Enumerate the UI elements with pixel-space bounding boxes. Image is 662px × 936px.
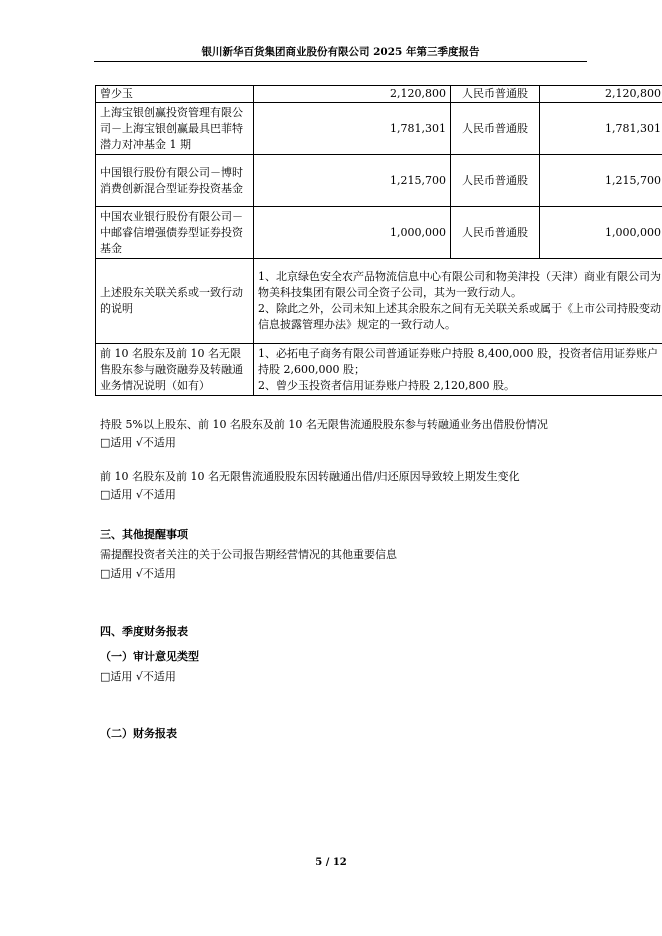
related-p1: 1、北京绿色安全农产品物流信息中心有限公司和物美津投（天津）商业有限公司为物美科技集团有限公司全资子公司，其为一致行动人。 xyxy=(258,270,661,299)
share-count: 2,120,800 xyxy=(540,86,662,103)
other-applicable: □适用 √不适用 xyxy=(100,567,176,580)
table-row xyxy=(96,155,662,207)
holder-name: 中国银行股份有限公司－博时消费创新混合型证券投资基金 xyxy=(96,155,254,207)
share-type: 人民币普通股 xyxy=(451,155,540,207)
financial-heading: 四、季度财务报表 xyxy=(100,625,188,638)
lending-applicable: □适用 √不适用 xyxy=(100,436,176,449)
shareholders-table xyxy=(95,85,662,396)
table-row xyxy=(96,344,662,396)
margin-description xyxy=(254,344,662,396)
audit-applicable: □适用 √不适用 xyxy=(100,670,176,683)
change-title: 前 10 名股东及前 10 名无限售流通股股东因转融通出借/归还原因导致较上期发生变化 xyxy=(100,470,520,483)
related-label: 上述股东关联关系或一致行动的说明 xyxy=(96,259,254,344)
header-rule xyxy=(94,61,587,62)
margin-label: 前 10 名股东及前 10 名无限售股东参与融资融券及转融通业务情况说明（如有） xyxy=(96,344,254,396)
table-row xyxy=(96,259,662,344)
table-row xyxy=(96,103,662,155)
related-p2: 2、除此之外，公司未知上述其余股东之间有无关联关系或属于《上市公司持股变动信息披露管理办法》规定的一致行动人。 xyxy=(258,302,661,331)
holder-count: 2,120,800 xyxy=(254,86,451,103)
table-row xyxy=(96,86,662,103)
statements-heading: （二）财务报表 xyxy=(100,727,177,740)
lending-title: 持股 5%以上股东、前 10 名股东及前 10 名无限售流通股股东参与转融通业务出借股份情况 xyxy=(100,418,548,431)
share-count: 1,215,700 xyxy=(540,155,662,207)
change-applicable: □适用 √不适用 xyxy=(100,488,176,501)
share-type: 人民币普通股 xyxy=(451,207,540,259)
margin-p2: 2、曾少玉投资者信用证券账户持股 2,120,800 股。 xyxy=(258,378,515,392)
holder-count: 1,781,301 xyxy=(254,103,451,155)
table-row xyxy=(96,207,662,259)
share-count: 1,000,000 xyxy=(540,207,662,259)
holder-name: 上海宝银创赢投资管理有限公司－上海宝银创赢最具巴菲特潜力对冲基金 1 期 xyxy=(96,103,254,155)
holder-name: 中国农业银行股份有限公司－中邮睿信增强债券型证券投资基金 xyxy=(96,207,254,259)
page-header: 银川新华百货集团商业股份有限公司 2025 年第三季度报告 xyxy=(201,46,480,58)
other-heading: 三、其他提醒事项 xyxy=(100,528,188,541)
holder-count: 1,215,700 xyxy=(254,155,451,207)
holder-name: 曾少玉 xyxy=(96,86,254,103)
audit-heading: （一）审计意见类型 xyxy=(100,650,199,663)
holder-count: 1,000,000 xyxy=(254,207,451,259)
other-description: 需提醒投资者关注的关于公司报告期经营情况的其他重要信息 xyxy=(100,548,397,561)
share-type: 人民币普通股 xyxy=(451,86,540,103)
related-description xyxy=(254,259,662,344)
share-count: 1,781,301 xyxy=(540,103,662,155)
page-number: 5 / 12 xyxy=(315,857,347,868)
margin-p1: 1、必拓电子商务有限公司普通证券账户持股 8,400,000 股，投资者信用证券账户持股 2,600,000 股； xyxy=(258,346,658,376)
share-type: 人民币普通股 xyxy=(451,103,540,155)
